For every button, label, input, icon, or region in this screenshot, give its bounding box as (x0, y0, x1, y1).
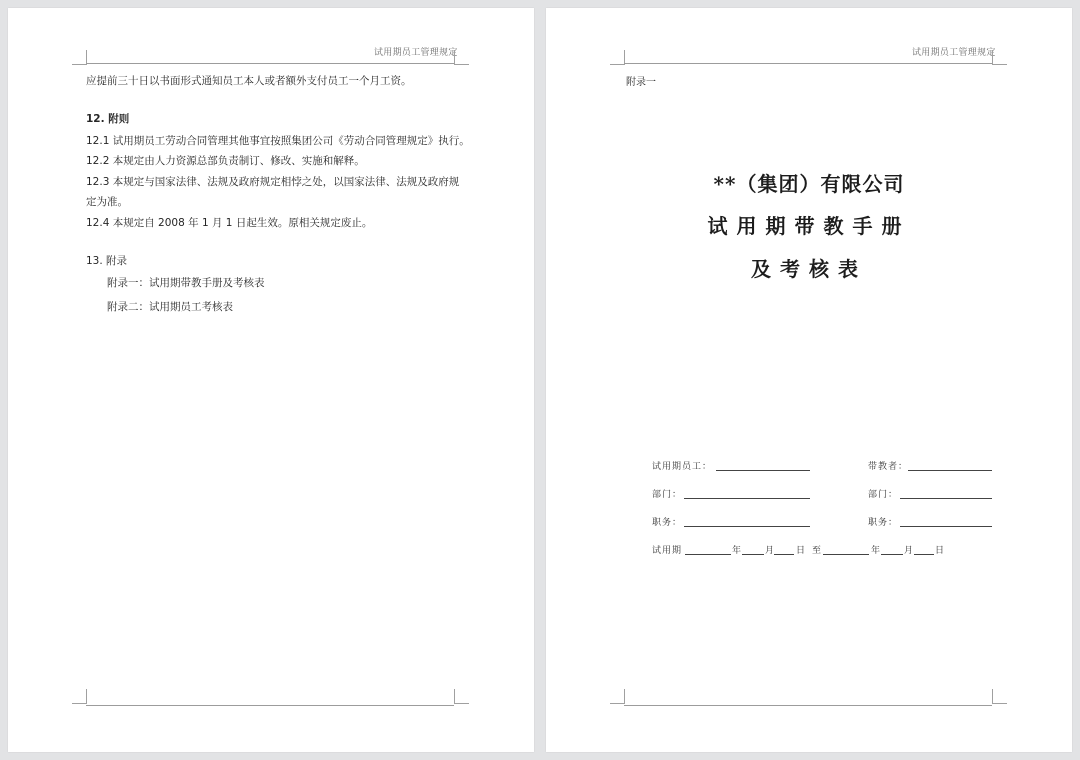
start-day-field[interactable] (774, 554, 794, 555)
trainee-position-field[interactable] (684, 526, 810, 527)
mentor-label: 带教者： (868, 462, 909, 472)
manual-subtitle: 及考核表 (751, 257, 867, 281)
company-title: **（集团）有限公司 (713, 172, 905, 196)
footer-rule (624, 705, 992, 706)
header-rule (624, 63, 992, 64)
clause-12-3: 12.3 本规定与国家法律、法规及政府规定相悖之处，以国家法律、法规及政府规 (86, 176, 460, 188)
trainee-label: 试用期员工： (652, 462, 713, 472)
trainee-dept-field[interactable] (684, 498, 810, 499)
appendix-label: 附录一 (626, 77, 656, 88)
end-year-unit: 年 (871, 546, 882, 556)
end-month-field[interactable] (881, 554, 903, 555)
continuation-text: 应提前三十日以书面形式通知员工本人或者额外支付员工一个月工资。 (86, 75, 412, 87)
footer-rule (86, 705, 454, 706)
end-day-field[interactable] (914, 554, 934, 555)
mentor-position-label: 职务： (868, 518, 899, 528)
start-year-unit: 年 (732, 546, 743, 556)
mentor-position-field[interactable] (900, 526, 992, 527)
crop-mark-bottom-right (454, 689, 469, 704)
period-to-label: 至 (812, 546, 823, 556)
crop-mark-bottom-left (72, 689, 87, 704)
mentor-dept-field[interactable] (900, 498, 992, 499)
mentor-field[interactable] (908, 470, 992, 471)
crop-mark-top-right (454, 50, 469, 65)
page-header-text: 试用期员工管理规定 (912, 48, 996, 58)
crop-mark-top-left (610, 50, 625, 65)
period-label: 试用期 (652, 546, 683, 556)
start-year-field[interactable] (685, 554, 731, 555)
section-12-heading: 12. 附则 (86, 113, 130, 125)
appendix-item-1: 附录一：试用期带教手册及考核表 (107, 277, 265, 289)
clause-12-4: 12.4 本规定自 2008 年 1 月 1 日起生效。原相关规定废止。 (86, 217, 373, 229)
end-month-unit: 月 (904, 546, 915, 556)
crop-mark-bottom-left (610, 689, 625, 704)
header-rule (86, 63, 454, 64)
mentor-dept-label: 部门： (868, 490, 899, 500)
document-page-left (8, 8, 534, 752)
appendix-item-2: 附录二：试用期员工考核表 (107, 301, 233, 313)
start-month-unit: 月 (765, 546, 776, 556)
manual-title: 试用期带教手册 (707, 214, 911, 238)
clause-12-3-cont: 定为准。 (86, 196, 128, 208)
trainee-position-label: 职务： (652, 518, 683, 528)
end-day-unit: 日 (935, 546, 946, 556)
section-13-heading: 13. 附录 (86, 255, 128, 267)
end-year-field[interactable] (823, 554, 869, 555)
clause-12-1: 12.1 试用期员工劳动合同管理其他事宜按照集团公司《劳动合同管理规定》执行。 (86, 135, 470, 147)
start-month-field[interactable] (742, 554, 764, 555)
crop-mark-bottom-right (992, 689, 1007, 704)
document-page-right (546, 8, 1072, 752)
trainee-field[interactable] (716, 470, 810, 471)
clause-12-2: 12.2 本规定由人力资源总部负责制订、修改、实施和解释。 (86, 155, 365, 167)
trainee-dept-label: 部门： (652, 490, 683, 500)
page-header-text: 试用期员工管理规定 (374, 48, 458, 58)
crop-mark-top-right (992, 50, 1007, 65)
crop-mark-top-left (72, 50, 87, 65)
start-day-unit: 日 (796, 546, 807, 556)
